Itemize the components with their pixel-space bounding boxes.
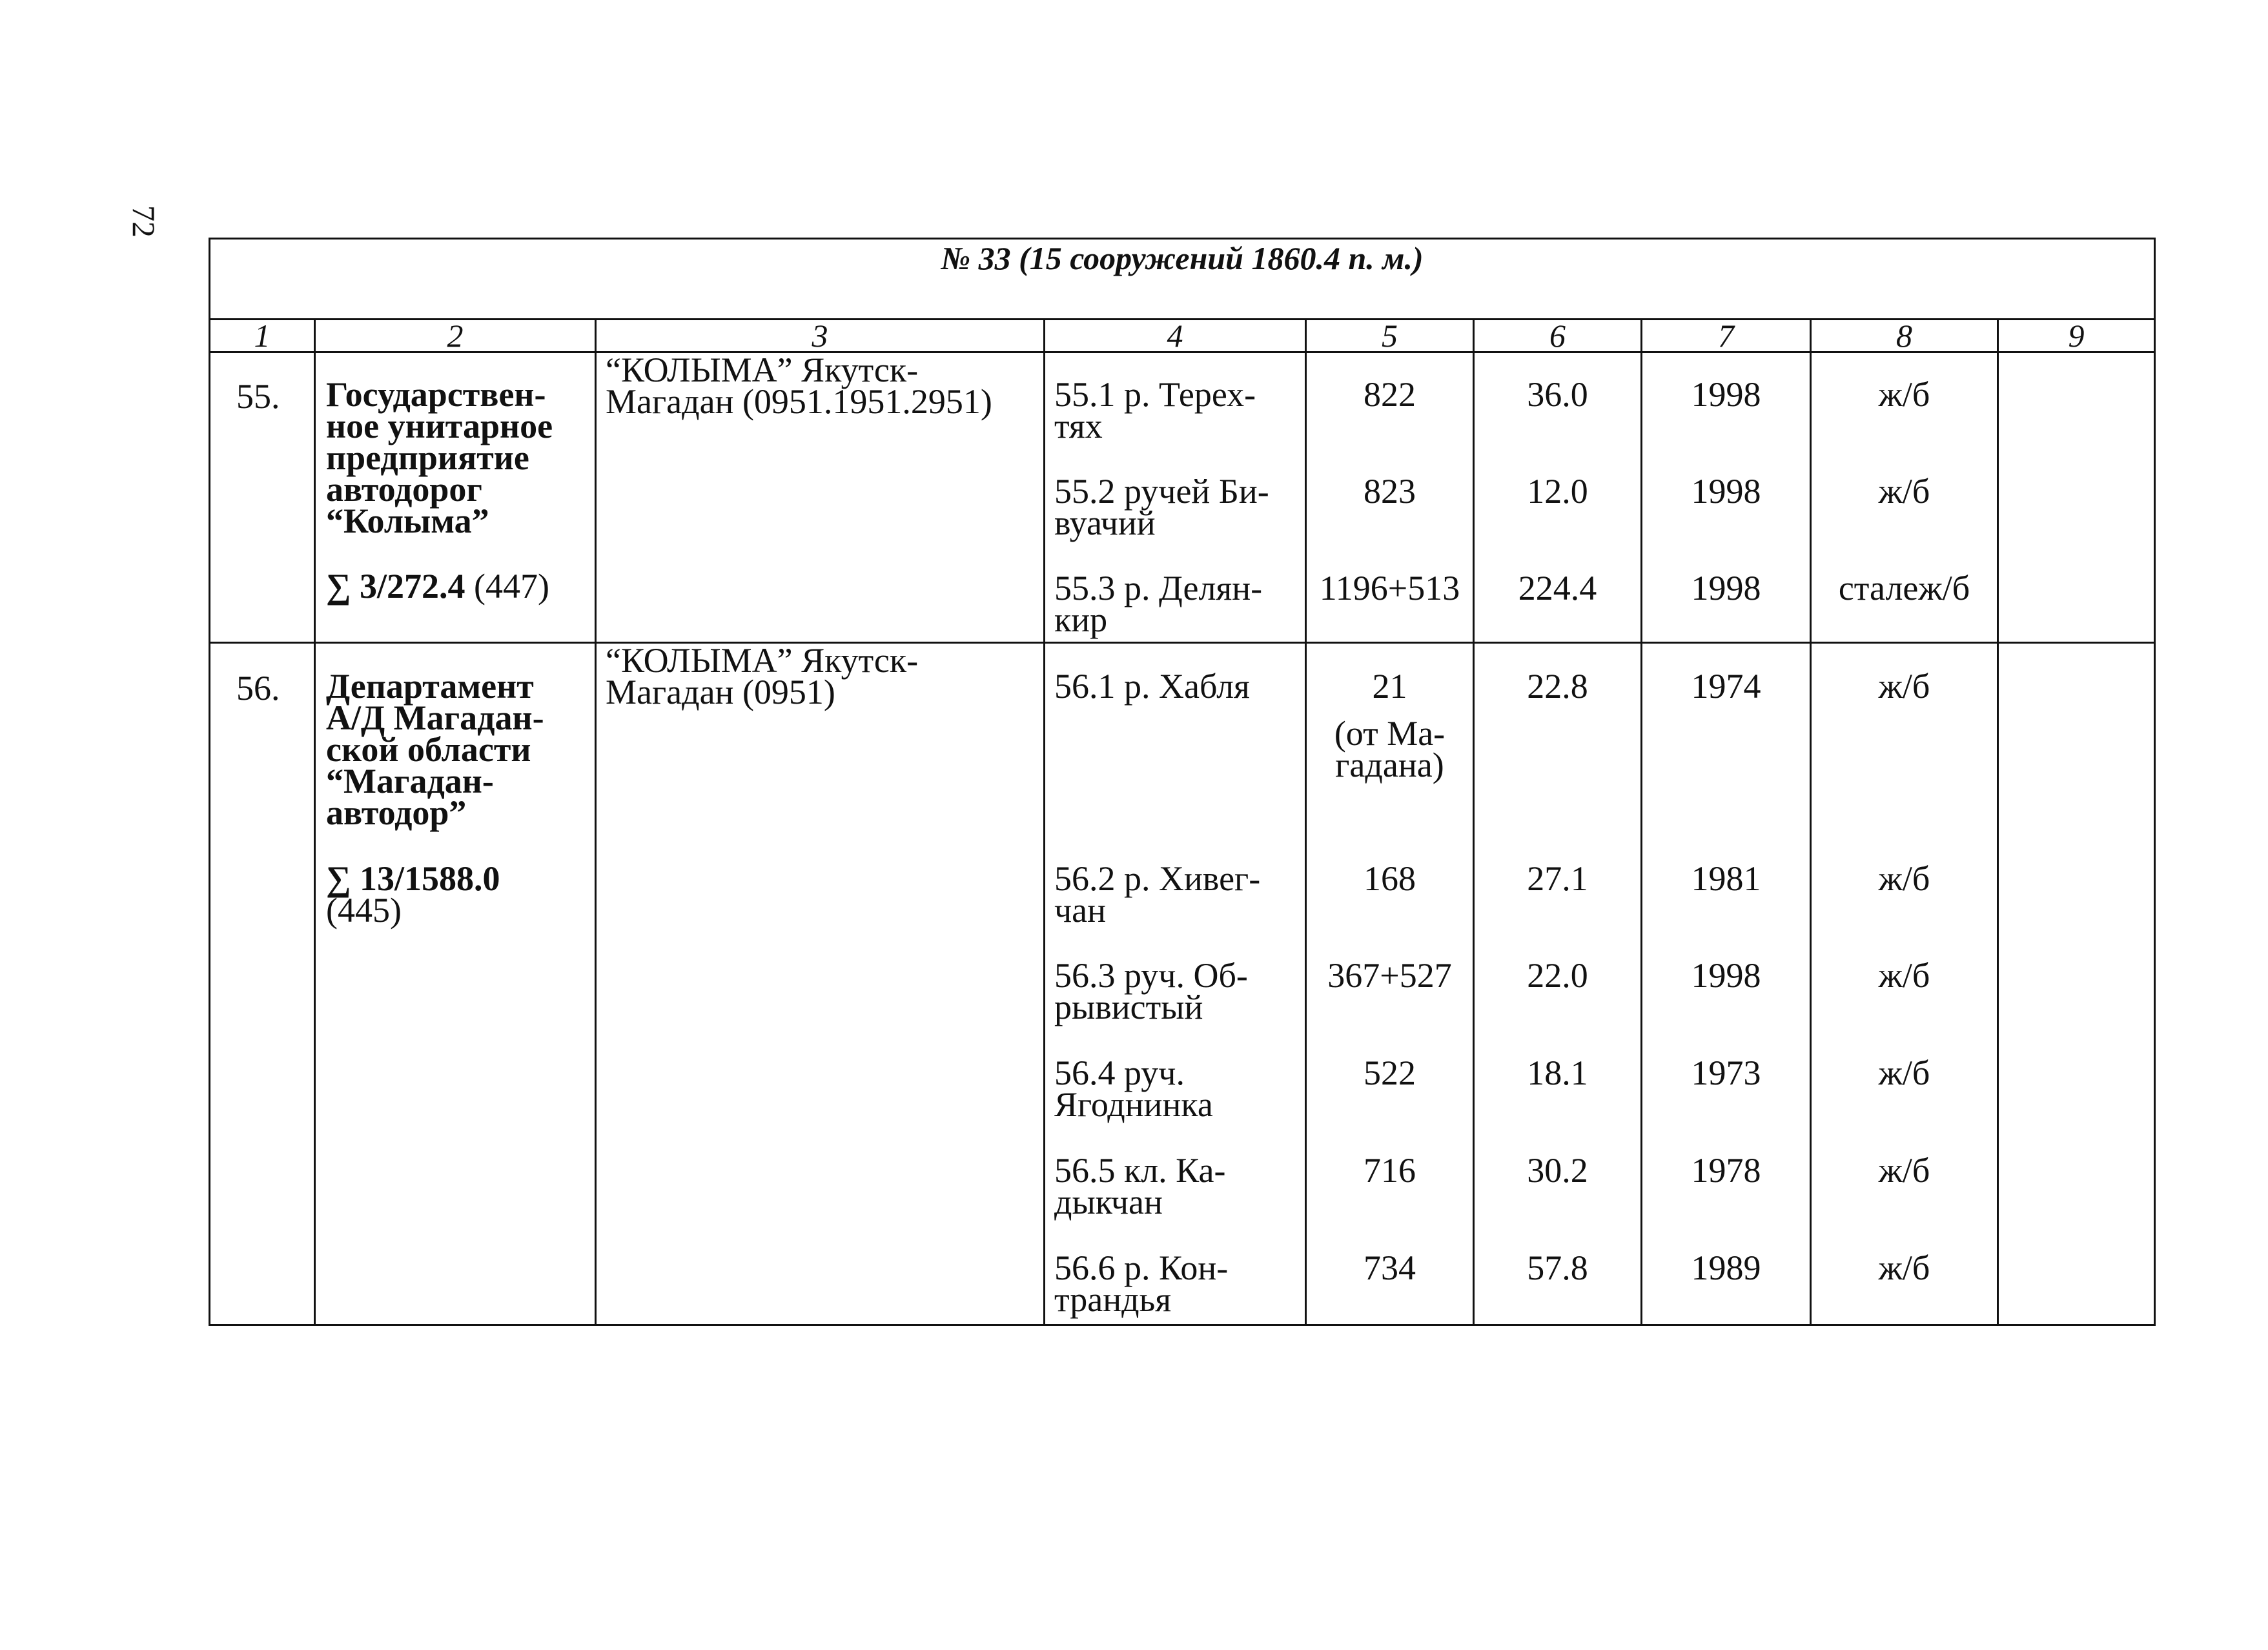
summary-total: ∑ 3/272.4 [326, 567, 465, 606]
structure-km: 1196+513 [1319, 569, 1460, 607]
group-number: 56. [236, 669, 280, 708]
road-line: “КОЛЫМА” Якутск- [606, 351, 919, 389]
structure-object [1054, 472, 1300, 542]
table-row [210, 352, 2155, 643]
organization-line: Департамент [326, 667, 534, 706]
object-line: 55.2 ручей Би- [1054, 472, 1269, 511]
structure-object [1054, 956, 1300, 1026]
group-number-cell [210, 352, 315, 643]
summary-count: (447) [465, 567, 549, 606]
organization-line: ской области [326, 730, 531, 769]
structure-km: 522 [1364, 1054, 1416, 1092]
column-number-row [210, 320, 2155, 352]
structure-object [1054, 1151, 1300, 1221]
structure-km: 823 [1364, 472, 1416, 511]
organization-line: ное унитарное [326, 407, 553, 445]
organization-line: предприятие [326, 438, 529, 477]
summary-total: ∑ 13/1588.0 [326, 859, 500, 898]
organization-line: “Колыма” [326, 502, 489, 540]
object-line: кир [1054, 600, 1108, 639]
structure-object [1054, 375, 1300, 445]
table-title: № 33 (15 сооружений 1860.4 п. м.) [210, 239, 2155, 320]
organization-line: Государствен- [326, 375, 546, 414]
structure-length: 18.1 [1527, 1054, 1588, 1092]
organization-summary [326, 567, 597, 606]
structure-object [1054, 1248, 1300, 1319]
structure-object [1054, 667, 1300, 706]
object-line: 56.3 руч. Об- [1054, 956, 1248, 995]
structure-length: 22.0 [1527, 956, 1588, 995]
structure-km: 716 [1364, 1151, 1416, 1190]
structure-km: 822 [1364, 375, 1416, 414]
km-note-line: (от Ма- [1334, 714, 1446, 753]
organization-name [326, 667, 591, 832]
column-number: 7 [1642, 320, 1811, 352]
year-cell [1642, 352, 1811, 643]
road-cell [596, 352, 1045, 643]
organization-summary [326, 859, 597, 930]
structure-km: 21 [1372, 667, 1407, 706]
organization-cell [315, 352, 596, 643]
column-number: 5 [1306, 320, 1474, 352]
structure-year: 1989 [1691, 1248, 1761, 1287]
summary-count: (445) [326, 891, 402, 930]
road-name [606, 641, 1045, 711]
column-number: 2 [315, 320, 596, 352]
road-line: “КОЛЫМА” Якутск- [606, 641, 919, 680]
column-number: 4 [1045, 320, 1306, 352]
structure-material: ж/б [1878, 472, 1930, 511]
object-line: дыкчан [1054, 1183, 1163, 1221]
column-number: 3 [596, 320, 1045, 352]
material-cell [1811, 643, 1998, 1325]
page-number: 72 [126, 205, 162, 238]
structure-length: 57.8 [1527, 1248, 1588, 1287]
structure-year: 1998 [1691, 472, 1761, 511]
structure-material: ж/б [1878, 667, 1930, 706]
structure-object [1054, 569, 1300, 639]
organization-line: “Магадан- [326, 762, 494, 800]
object-line: тях [1054, 407, 1103, 445]
object-line: 56.4 руч. [1054, 1054, 1185, 1092]
object-line: 56.5 кл. Ка- [1054, 1151, 1226, 1190]
structure-object [1054, 1054, 1300, 1124]
structure-year: 1981 [1691, 859, 1761, 898]
column-number: 9 [1998, 320, 2155, 352]
structure-material: сталеж/б [1838, 569, 1970, 607]
structure-material: ж/б [1878, 859, 1930, 898]
notes-cell [1998, 643, 2155, 1325]
group-number: 55. [236, 377, 280, 416]
structure-km: 734 [1364, 1248, 1416, 1287]
structure-material: ж/б [1878, 1151, 1930, 1190]
object-line: 56.1 р. Хабля [1054, 667, 1250, 706]
structure-material: ж/б [1878, 375, 1930, 414]
structure-km-note [1307, 714, 1473, 784]
structure-year: 1973 [1691, 1054, 1761, 1092]
road-cell [596, 643, 1045, 1325]
length-cell [1474, 352, 1642, 643]
object-line: 56.2 р. Хивег- [1054, 859, 1261, 898]
structure-year: 1998 [1691, 956, 1761, 995]
object-cell [1045, 352, 1306, 643]
object-line: рывистый [1054, 988, 1203, 1026]
road-name [606, 351, 1045, 421]
structure-km: 168 [1364, 859, 1416, 898]
structure-material: ж/б [1878, 1248, 1930, 1287]
structure-year: 1998 [1691, 375, 1761, 414]
structure-year: 1998 [1691, 569, 1761, 607]
group-number-cell [210, 643, 315, 1325]
object-line: трандья [1054, 1280, 1172, 1319]
road-line: Магадан (0951) [606, 673, 835, 711]
structure-length: 224.4 [1518, 569, 1597, 607]
km-cell [1306, 352, 1474, 643]
object-line: вуачий [1054, 504, 1156, 542]
year-cell [1642, 643, 1811, 1325]
object-line: Ягоднинка [1054, 1085, 1213, 1124]
organization-name [326, 375, 591, 540]
structure-length: 27.1 [1527, 859, 1588, 898]
object-cell [1045, 643, 1306, 1325]
column-number: 6 [1474, 320, 1642, 352]
structure-year: 1974 [1691, 667, 1761, 706]
structure-length: 30.2 [1527, 1151, 1588, 1190]
object-line: 55.1 р. Терех- [1054, 375, 1256, 414]
structure-material: ж/б [1878, 1054, 1930, 1092]
object-line: чан [1054, 891, 1107, 930]
column-number: 1 [210, 320, 315, 352]
organization-line: автодор” [326, 793, 467, 832]
structure-year: 1978 [1691, 1151, 1761, 1190]
organization-line: А/Д Магадан- [326, 698, 544, 737]
object-line: 56.6 р. Кон- [1054, 1248, 1229, 1287]
structure-material: ж/б [1878, 956, 1930, 995]
structure-length: 36.0 [1527, 375, 1588, 414]
length-cell [1474, 643, 1642, 1325]
km-note-line: гадана) [1335, 746, 1444, 784]
material-cell [1811, 352, 1998, 643]
title-row [210, 239, 2155, 320]
km-cell [1306, 643, 1474, 1325]
column-number: 8 [1811, 320, 1998, 352]
notes-cell [1998, 352, 2155, 643]
structure-object [1054, 859, 1300, 930]
object-line: 55.3 р. Делян- [1054, 569, 1263, 607]
structure-length: 22.8 [1527, 667, 1588, 706]
road-line: Магадан (0951.1951.2951) [606, 382, 992, 421]
structure-km: 367+527 [1327, 956, 1452, 995]
structure-length: 12.0 [1527, 472, 1588, 511]
organization-line: автодорог [326, 470, 482, 509]
structures-table [209, 238, 2156, 1326]
organization-cell [315, 643, 596, 1325]
table-row [210, 643, 2155, 1325]
